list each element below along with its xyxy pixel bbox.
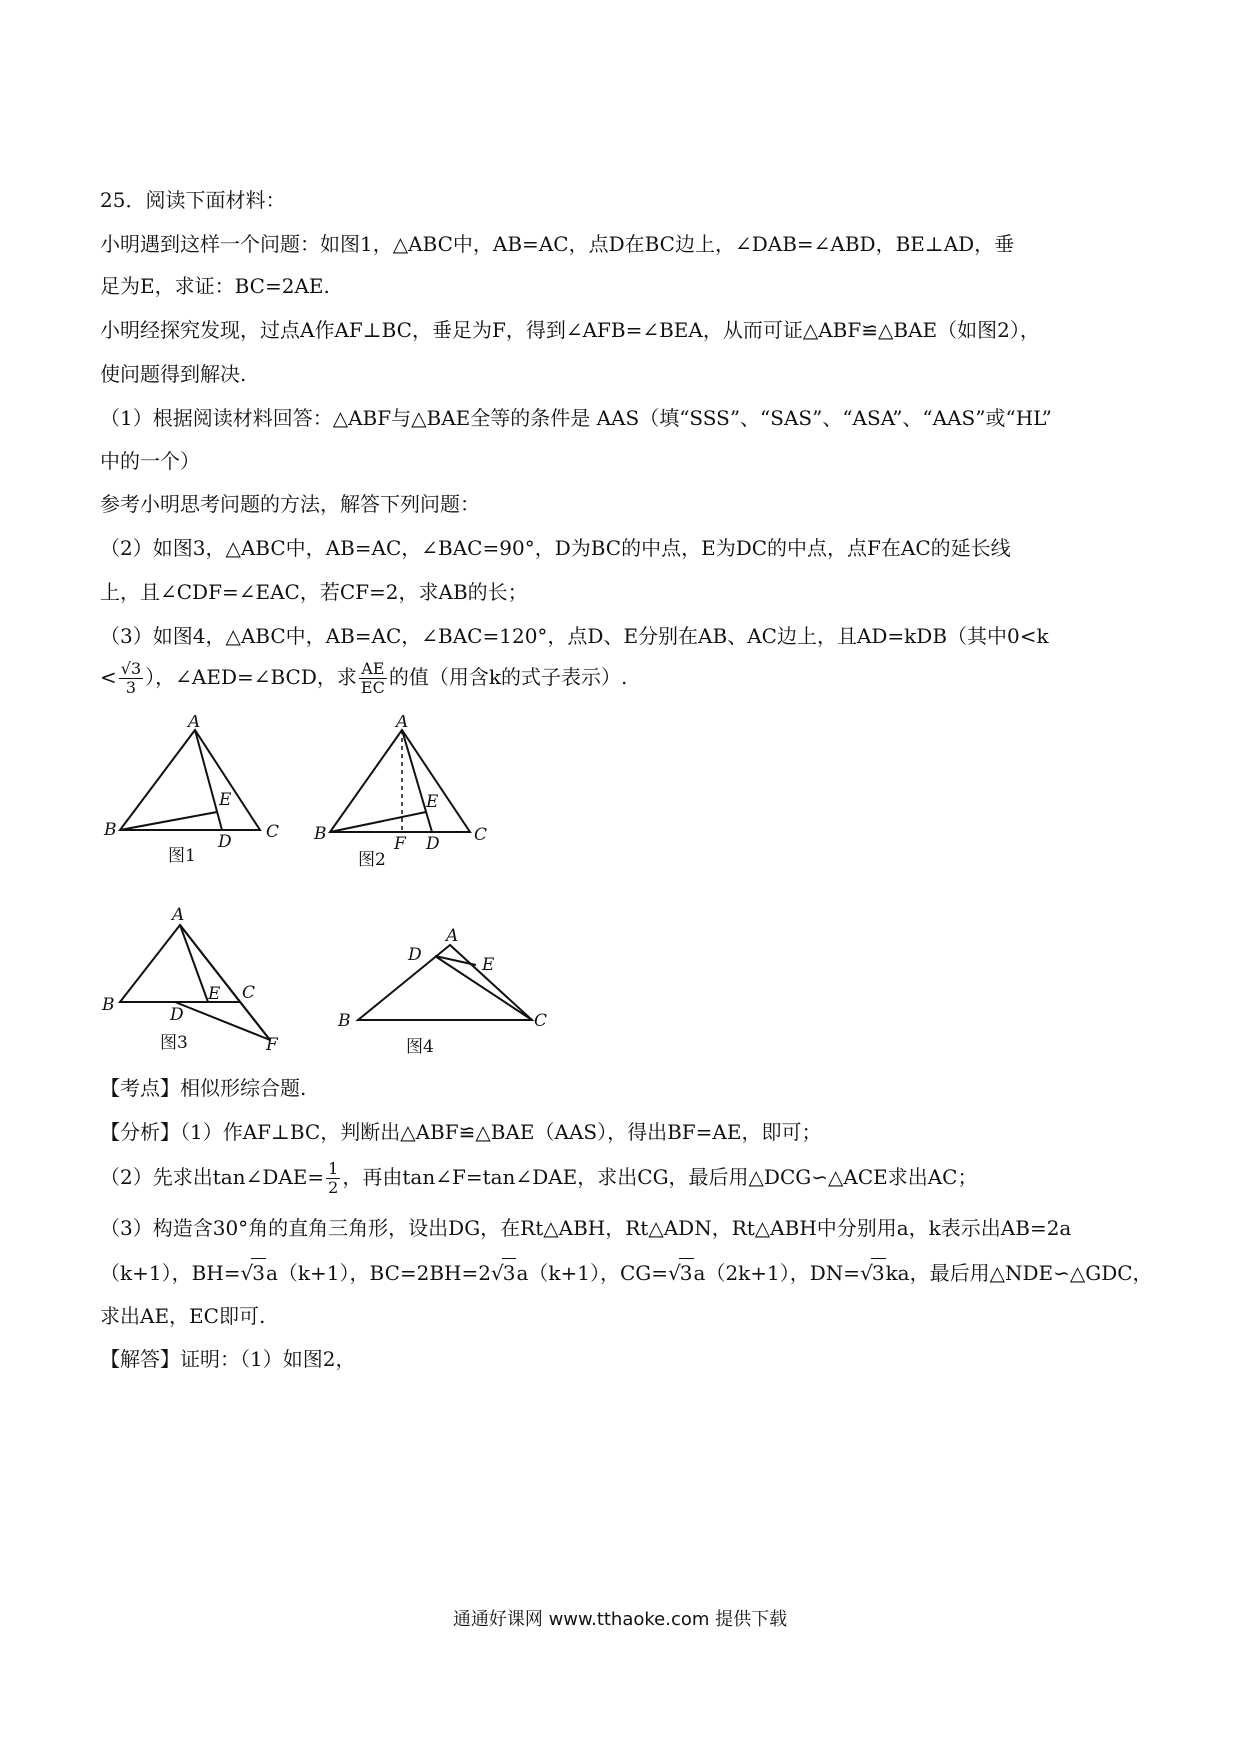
figure-caption: 图1 — [168, 846, 196, 866]
label-E: E — [208, 984, 221, 1004]
jieda: 【解答】证明：（1）如图2， — [100, 1347, 356, 1371]
radicand: 3 — [871, 1258, 886, 1287]
question-1: （1）根据阅读材料回答：△ABF与△BAE全等的条件是 AAS（填“SSS”、“SAS”、“ASA”、“AAS”或“HL” — [100, 406, 1052, 430]
label-E: E — [219, 790, 232, 810]
label-F: F — [394, 834, 406, 854]
label-E: E — [482, 955, 495, 975]
label-D: D — [408, 945, 422, 965]
figure-4 — [320, 925, 560, 1065]
question-2: （2）如图3，△ABC中，AB=AC，∠BAC=90°，D为BC的中点，E为DC的中点，点F在AC的延长线 — [100, 536, 1011, 560]
kaodian: 【考点】相似形综合题. — [100, 1076, 307, 1100]
fenxi: 【分析】（1）作AF⊥BC，判断出△ABF≌△BAE（AAS），得出BF=AE，即可； — [100, 1120, 822, 1144]
text: < — [100, 665, 117, 689]
label-B: B — [104, 820, 117, 840]
figure-caption: 图3 — [160, 1033, 188, 1053]
figure-3 — [100, 900, 310, 1060]
question-3: （3）如图4，△ABC中，AB=AC，∠BAC=120°，点D、E分别在AB、AC边上，且AD=kDB（其中0<k — [100, 624, 1049, 648]
figure-2 — [310, 715, 530, 875]
numerator: √3 — [120, 659, 142, 678]
radicand: 3 — [251, 1258, 266, 1287]
footer: 通通好课网 www.tthaoke.com 提供下载 — [452, 1609, 788, 1630]
label-A: A — [172, 905, 185, 925]
label-B: B — [314, 824, 327, 844]
label-D: D — [426, 834, 440, 854]
text: ），∠AED=∠BCD，求 — [145, 665, 357, 689]
fraction — [359, 660, 387, 697]
text: a（2k+1），DN= — [693, 1261, 861, 1285]
label-C: C — [242, 983, 256, 1003]
label-A: A — [446, 926, 459, 946]
label-C: C — [266, 822, 280, 842]
figure-1 — [100, 715, 310, 875]
question-1: 中的一个） — [100, 449, 200, 473]
fenxi: （k+1），BH=√3a（k+1），BC=2BH=2√3a（k+1），CG=√3a（2k+1），DN=√3ka，最后用△NDE∽△GDC， — [100, 1258, 1153, 1287]
radicand: 3 — [502, 1258, 517, 1287]
problem-text: 足为E，求证：BC=2AE. — [100, 274, 330, 298]
figure-caption: 图2 — [358, 850, 386, 870]
question-3 — [100, 660, 627, 697]
fraction — [326, 1160, 340, 1197]
problem-text: 使问题得到解决. — [100, 362, 247, 386]
label-F: F — [266, 1035, 278, 1055]
denominator: 3 — [125, 678, 137, 697]
label-E: E — [426, 792, 439, 812]
label-D: D — [170, 1005, 184, 1025]
denominator: 2 — [328, 1178, 339, 1197]
figure-caption: 图4 — [406, 1037, 434, 1057]
question-2: 上，且∠CDF=∠EAC，若CF=2，求AB的长； — [100, 580, 528, 604]
label-A: A — [396, 715, 409, 732]
text: a（k+1），CG= — [516, 1261, 669, 1285]
fenxi: 求出AE，EC即可. — [100, 1304, 266, 1328]
text: a（k+1），BC=2BH=2 — [265, 1261, 491, 1285]
label-D: D — [218, 832, 232, 852]
label-C: C — [474, 825, 488, 845]
numerator: AE — [359, 660, 387, 679]
text: ，再由tan∠F=tan∠DAE，求出CG，最后用△DCG∽△ACE求出AC； — [342, 1165, 978, 1189]
numerator: 1 — [328, 1159, 339, 1178]
label-A: A — [188, 715, 201, 732]
label-B: B — [102, 995, 115, 1015]
fraction — [119, 660, 143, 697]
problem-title: 25．阅读下面材料： — [100, 188, 286, 212]
text: ka，最后用△NDE∽△GDC， — [885, 1261, 1153, 1285]
label-B: B — [338, 1011, 351, 1031]
reference-text: 参考小明思考问题的方法，解答下列问题： — [100, 492, 480, 516]
text: （k+1），BH= — [100, 1261, 241, 1285]
fenxi — [100, 1160, 977, 1197]
text: （2）先求出tan∠DAE= — [100, 1165, 325, 1189]
problem-text: 小明遇到这样一个问题：如图1，△ABC中，AB=AC，点D在BC边上，∠DAB=∠ABD，BE⊥AD，垂 — [100, 232, 1015, 256]
label-C: C — [534, 1011, 548, 1031]
text: 的值（用含k的式子表示）. — [388, 665, 628, 689]
denominator: EC — [360, 678, 385, 697]
problem-text: 小明经探究发现，过点A作AF⊥BC，垂足为F，得到∠AFB=∠BEA，从而可证△ABF≌△BAE（如图2）， — [100, 318, 1040, 342]
fenxi: （3）构造含30°角的直角三角形，设出DG，在Rt△ABH，Rt△ADN，Rt△ABH中分别用a，k表示出AB=2a — [100, 1216, 1072, 1240]
radicand: 3 — [679, 1258, 694, 1287]
